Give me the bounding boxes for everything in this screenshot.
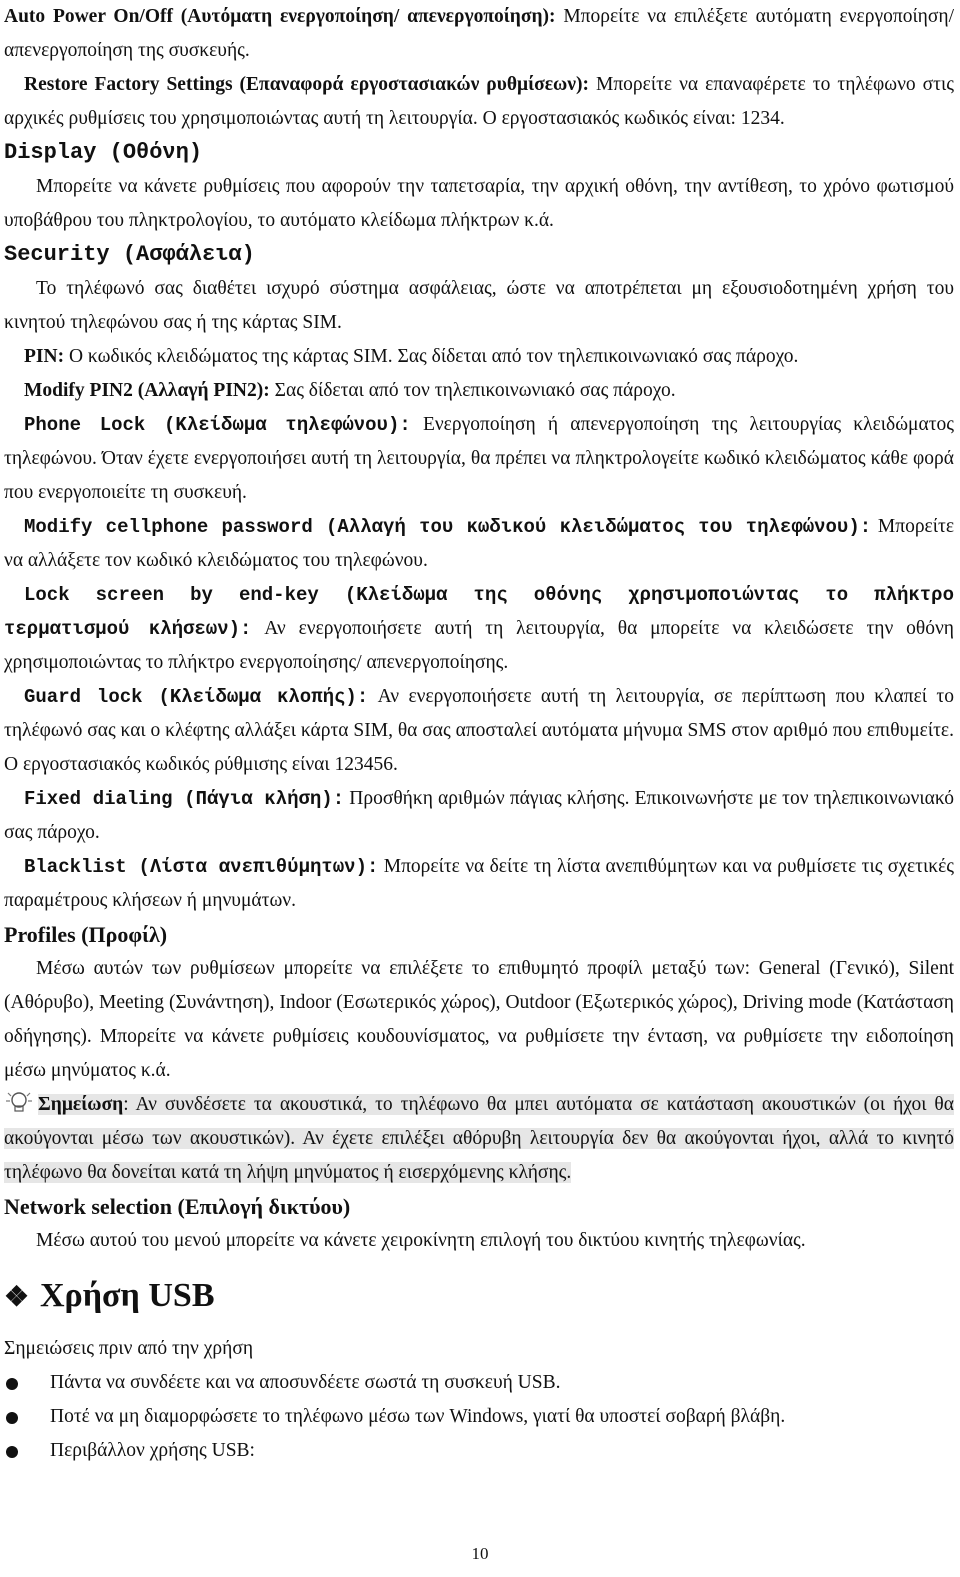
pin-label: PIN: — [24, 346, 65, 367]
phone-lock-paragraph — [0, 408, 960, 510]
guard-lock-label: Guard lock (Κλείδωμα κλοπής): — [24, 686, 369, 708]
pin2-text: Σας δίδεται από τον τηλεπικοινωνιακό σας πάροχο. — [274, 380, 676, 401]
pin2-label: Modify PIN2 (Αλλαγή PIN2): — [24, 380, 270, 401]
phone-lock-label: Phone Lock (Κλείδωμα τηλεφώνου): — [24, 414, 411, 436]
note-text: : Αν συνδέσετε τα ακουστικά, το τηλέφωνο θα μπει αυτόματα σε κατάσταση ακουστικών (οι ήχοι θα ακούγονται μέσω των ακουστικών). Αν έχετε επιλέξει αθόρυβη λειτουργία δεν θα ακούγονται ήχοι, αλλά το κινητό τηλέφωνο θα δονείται κατά τη λήψη μηνύματος ή εισερχόμενης κλήσης. — [4, 1094, 954, 1183]
restore-paragraph — [0, 68, 960, 136]
security-heading: Security (Ασφάλεια) — [4, 242, 255, 267]
pin-text: Ο κωδικός κλειδώματος της κάρτας SIM. Σας δίδεται από τον τηλεπικοινωνιακό σας πάροχο. — [68, 346, 799, 367]
blacklist-paragraph — [0, 850, 960, 918]
pin2-paragraph — [0, 374, 960, 408]
usb-section-title — [0, 1276, 960, 1318]
lock-screen-paragraph — [0, 578, 960, 680]
bullet-icon — [6, 1412, 18, 1424]
fixed-dialing-label: Fixed dialing (Πάγια κλήση): — [24, 788, 345, 810]
phone-lock-text: Ενεργοποίηση ή απενεργοποίηση της λειτουργίας κλειδώματος τηλεφώνου. Όταν έχετε ενεργοποιήσει αυτή τη λειτουργία, θα πρέπει να πληκτρολογείτε κωδικό κλειδώματος κάθε φορά που ενεργοποιείτε τη συσκευή. — [4, 414, 955, 503]
list-item: Περιβάλλον χρήσης USB: — [0, 1434, 960, 1468]
restore-text: Μπορείτε να επαναφέρετε το τηλέφωνο στις αρχικές ρυθμίσεις του χρησιμοποιώντας αυτή τη λειτουργία. Ο εργοστασιακός κωδικός είναι: 1234. — [4, 74, 954, 129]
profiles-heading: Profiles (Προφίλ) — [4, 922, 168, 947]
lock-screen-label: Lock screen by end-key (Κλείδωμα της οθόνης χρησιμοποιώντας το πλήκτρο τερματισμού κλήσεων): — [4, 584, 954, 640]
usb-intro: Σημειώσεις πριν από την χρήση — [4, 1338, 254, 1359]
note-paragraph — [0, 1088, 960, 1190]
bullet-icon — [6, 1446, 18, 1458]
blacklist-label: Blacklist (Λίστα ανεπιθύμητων): — [24, 856, 379, 878]
fixed-dialing-paragraph — [0, 782, 960, 850]
auto-power-paragraph — [0, 0, 960, 68]
usb-notes-list — [0, 1366, 960, 1468]
guard-lock-text: Αν ενεργοποιήσετε αυτή τη λειτουργία, σε περίπτωση που κλαπεί το τηλέφωνό σας και ο κλέφτης αλλάξει κάρτα SIM, θα σας αποσταλεί αυτόματα μήνυμα SMS στον αριθμό που επιθυμείτε. Ο εργοστασιακός κωδικός ρύθμισης είναι 123456. — [4, 686, 954, 775]
lightbulb-icon — [4, 1090, 34, 1114]
auto-power-label: Auto Power On/Off (Αυτόματη ενεργοποίηση/ απενεργοποίηση): — [4, 6, 556, 27]
modify-password-text: Μπορείτε να αλλάξετε τον κωδικό κλειδώματος του τηλεφώνου. — [4, 516, 955, 571]
note-label: Σημείωση — [38, 1094, 124, 1115]
bullet-icon — [6, 1378, 18, 1390]
network-heading: Network selection (Επιλογή δικτύου) — [4, 1194, 351, 1219]
network-paragraph: Μέσω αυτού του μενού μπορείτε να κάνετε χειροκίνητη επιλογή του δικτύου κινητής τηλεφωνίας. — [36, 1230, 806, 1251]
display-paragraph: Μπορείτε να κάνετε ρυθμίσεις που αφορούν την ταπετσαρία, την αρχική οθόνη, την αντίθεση, το χρόνο φωτισμού υποβάθρου του πληκτρολογίου, το αυτόματο κλείδωμα πλήκτρων κ.ά. — [4, 176, 954, 231]
profiles-paragraph: Μέσω αυτών των ρυθμίσεων μπορείτε να επιλέξετε το επιθυμητό προφίλ μεταξύ των: General (Γενικό), Silent (Αθόρυβο), Meeting (Συνάντηση), Indoor (Εσωτερικός χώρος), Outdoor (Εξωτερικός χώρος), Driving mode (Κατάσταση οδήγησης). Μπορείτε να κάνετε ρυθμίσεις κουδουνίσματος, να ρυθμίσετε την ένταση, να ρυθμίσετε την ειδοποίηση μέσω μηνύματος κ.ά. — [4, 958, 954, 1081]
auto-power-text: Μπορείτε να επιλέξετε αυτόματη ενεργοποίηση/ απενεργοποίηση της συσκευής. — [4, 6, 955, 61]
pin-paragraph — [0, 340, 960, 374]
guard-lock-paragraph — [0, 680, 960, 782]
blacklist-text: Μπορείτε να δείτε τη λίστα ανεπιθύμητων και να ρυθμίσετε τις σχετικές παραμέτρους κλήσεων ή μηνυμάτων. — [4, 856, 954, 911]
restore-label: Restore Factory Settings (Επαναφορά εργοστασιακών ρυθμίσεων): — [24, 74, 590, 95]
display-heading: Display (Οθόνη) — [4, 140, 203, 165]
security-paragraph: Το τηλέφωνό σας διαθέτει ισχυρό σύστημα ασφάλειας, ώστε να αποτρέπεται μη εξουσιοδοτημένη χρήση του κινητού τηλεφώνου σας ή της κάρτας SIM. — [4, 278, 954, 333]
page-number: 10 — [471, 1544, 489, 1563]
lock-screen-text: Αν ενεργοποιήσετε αυτή τη λειτουργία, θα μπορείτε να κλειδώσετε την οθόνη χρησιμοποιώντας το πλήκτρο ενεργοποίησης/ απενεργοποίησης. — [4, 618, 955, 673]
fixed-dialing-text: Προσθήκη αριθμών πάγιας κλήσης. Επικοινωνήστε με τον τηλεπικοινωνιακό σας πάροχο. — [4, 788, 954, 843]
list-item: Πάντα να συνδέετε και να αποσυνδέετε σωστά τη συσκευή USB. — [0, 1366, 960, 1400]
modify-password-label: Modify cellphone password (Αλλαγή του κωδικού κλειδώματος του τηλεφώνου): — [24, 516, 872, 538]
modify-password-paragraph — [0, 510, 960, 578]
diamond-bullet-icon: ❖ — [4, 1282, 30, 1313]
usb-title-text: Χρήση USB — [40, 1277, 215, 1314]
list-item: Ποτέ να μη διαμορφώσετε το τηλέφωνο μέσω των Windows, γιατί θα υποστεί σοβαρή βλάβη. — [0, 1400, 960, 1434]
